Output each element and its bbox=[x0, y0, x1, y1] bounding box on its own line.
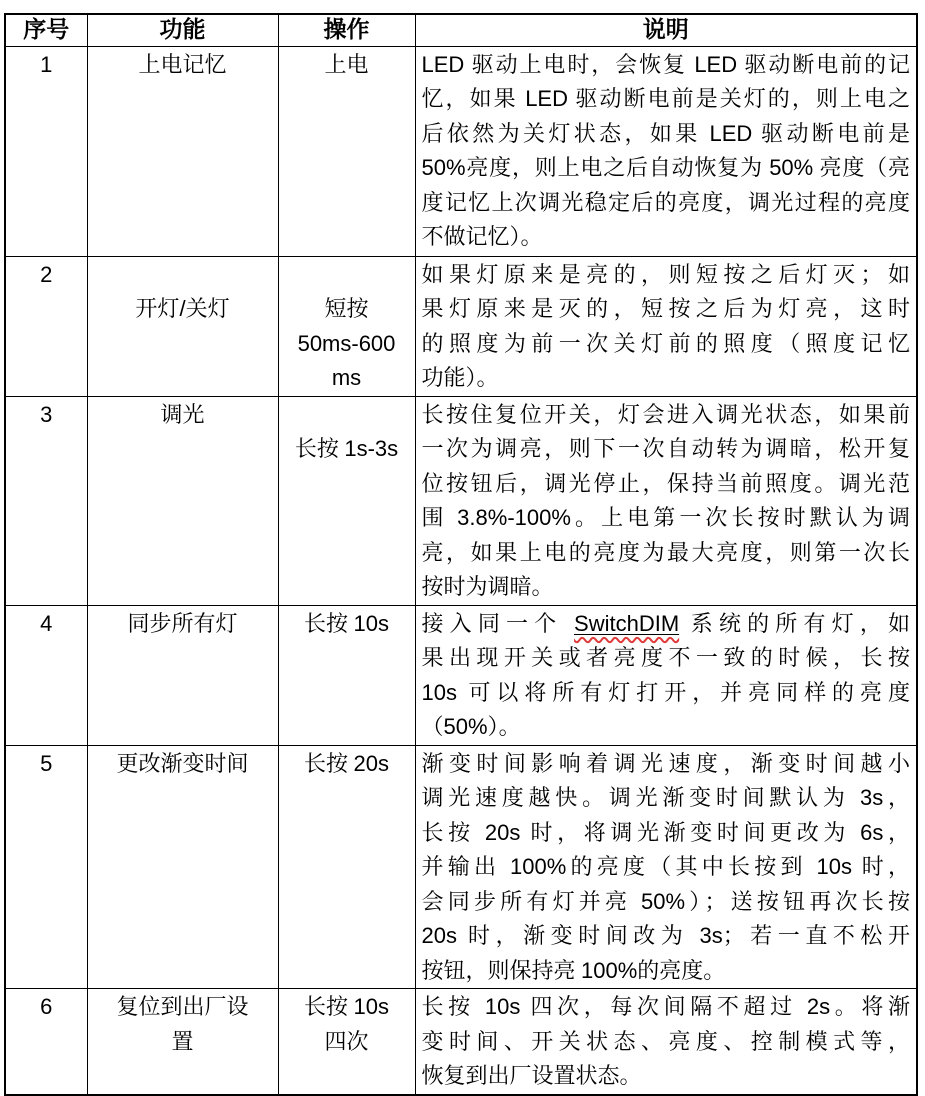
row-4-index: 4 bbox=[5, 605, 87, 745]
row-2-function: 开灯/关灯 bbox=[87, 256, 278, 396]
table-row bbox=[5, 605, 917, 745]
function-table bbox=[4, 13, 918, 1096]
table-row bbox=[5, 256, 917, 396]
row-5-index: 5 bbox=[5, 745, 87, 989]
table-row bbox=[5, 396, 917, 605]
row-6-function: 复位到出厂设 置 bbox=[87, 989, 278, 1095]
row-1-operation: 上电 bbox=[278, 46, 415, 256]
row-1-description: LED 驱动上电时，会恢复 LED 驱动断电前的记 忆，如果 LED 驱动断电前是关灯的，则上电之 后依然为关灯状态，如果 LED 驱动断电前是 50%亮度，则上电之后自动恢复为 50% 亮度（亮 度记忆上次调光稳定后的亮度，调光过程的亮度 不做记忆）。 bbox=[415, 46, 917, 256]
row-3-function: 调光 bbox=[87, 396, 278, 605]
table-header-row bbox=[5, 14, 917, 46]
row-5-description: 渐变时间影响着调光速度，渐变时间越小 调光速度越快。调光渐变时间默认为 3s， 长按 20s 时，将调光渐变时间更改为 6s， 并输出 100%的亮度（其中长按到 10s 时， 会同步所有灯并亮 50%）；送按钮再次长按 20s 时，渐变时间改为 3s；若一直不松开 按钮，则保持亮 100%的亮度。 bbox=[415, 745, 917, 989]
row-6-description: 长按 10s 四次，每次间隔不超过 2s。将渐 变时间、开关状态、亮度、控制模式等， 恢复到出厂设置状态。 bbox=[415, 989, 917, 1095]
row-2-index: 2 bbox=[5, 256, 87, 396]
row-4-function: 同步所有灯 bbox=[87, 605, 278, 745]
row-6-operation: 长按 10s 四次 bbox=[278, 989, 415, 1095]
row-3-index: 3 bbox=[5, 396, 87, 605]
row-4-description: 接入同一个 SwitchDIM 系统的所有灯，如 果出现开关或者亮度不一致的时候，长按 10s 可以将所有灯打开，并亮同样的亮度 （50%）。 bbox=[415, 605, 917, 745]
row-5-operation: 长按 20s bbox=[278, 745, 415, 989]
row-3-description: 长按住复位开关，灯会进入调光状态，如果前 一次为调亮，则下一次自动转为调暗，松开复 位按钮后，调光停止，保持当前照度。调光范 围 3.8%-100%。上电第一次长按时默认为调 亮，如果上电的亮度为最大亮度，则第一次长 按时为调暗。 bbox=[415, 396, 917, 605]
table-row bbox=[5, 745, 917, 989]
row-6-index: 6 bbox=[5, 989, 87, 1095]
header-description: 说明 bbox=[415, 14, 917, 46]
row-2-operation: 短按 50ms-600 ms bbox=[278, 256, 415, 396]
row-5-function: 更改渐变时间 bbox=[87, 745, 278, 989]
row-1-function: 上电记忆 bbox=[87, 46, 278, 256]
row-4-operation: 长按 10s bbox=[278, 605, 415, 745]
table-row bbox=[5, 989, 917, 1095]
header-index: 序号 bbox=[5, 14, 87, 46]
header-operation: 操作 bbox=[278, 14, 415, 46]
table-row bbox=[5, 46, 917, 256]
row-2-description: 如果灯原来是亮的，则短按之后灯灭；如 果灯原来是灭的，短按之后为灯亮，这时 的照度为前一次关灯前的照度（照度记忆 功能）。 bbox=[415, 256, 917, 396]
row-3-operation: 长按 1s-3s bbox=[278, 396, 415, 605]
header-function: 功能 bbox=[87, 14, 278, 46]
row-1-index: 1 bbox=[5, 46, 87, 256]
spellcheck-underline: SwitchDIM bbox=[574, 610, 680, 636]
